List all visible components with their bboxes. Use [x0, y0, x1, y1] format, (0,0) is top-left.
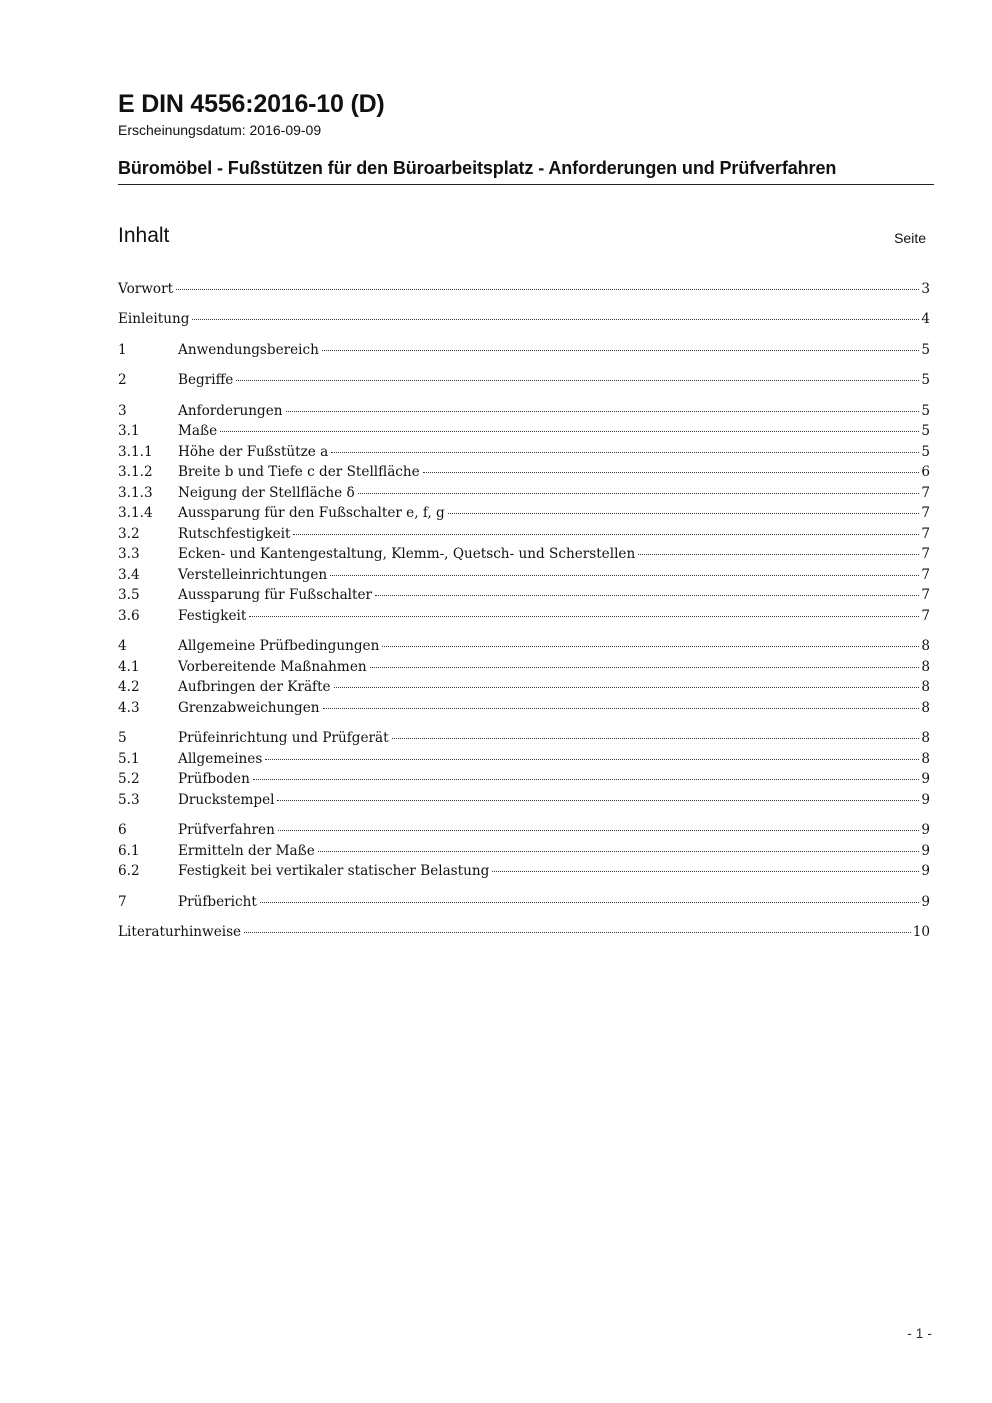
toc-entry-number: 3.1.4 — [118, 505, 153, 521]
toc-entry-number: 4.2 — [118, 679, 140, 695]
toc-dot-leader — [176, 289, 919, 290]
toc-dot-leader — [358, 493, 920, 494]
toc-entry[interactable] — [118, 279, 930, 299]
toc-entry-page: 7 — [921, 608, 930, 624]
toc-entry-page: 9 — [921, 822, 930, 838]
toc-entry-page: 9 — [921, 843, 930, 859]
toc-entry-title: Breite b und Tiefe c der Stellfläche — [178, 464, 420, 480]
toc-entry[interactable] — [118, 370, 930, 390]
toc-dot-leader — [322, 350, 919, 351]
toc-entry-number: 3.1.2 — [118, 464, 153, 480]
toc-entry[interactable] — [118, 483, 930, 503]
toc-entry-number: 3.1 — [118, 423, 140, 439]
toc-entry-title: Verstelleinrichtungen — [178, 567, 328, 583]
toc-entry[interactable] — [118, 340, 930, 360]
toc-entry[interactable] — [118, 524, 930, 544]
toc-dot-leader — [253, 779, 920, 780]
toc-entry[interactable] — [118, 565, 930, 585]
toc-dot-leader — [331, 452, 919, 453]
toc-entry-page: 7 — [921, 485, 930, 501]
toc-entry-title: Druckstempel — [178, 792, 275, 808]
toc-entry-title: Prüfboden — [178, 771, 250, 787]
toc-entry-title: Aufbringen der Kräfte — [178, 679, 331, 695]
toc-entry[interactable] — [118, 922, 930, 942]
toc-dot-leader — [330, 575, 919, 576]
toc-entry-number: 4.1 — [118, 659, 140, 675]
toc-entry-page: 7 — [921, 546, 930, 562]
toc-entry-page: 9 — [921, 863, 930, 879]
toc-entry-page: 5 — [921, 372, 930, 388]
toc-entry-title: Vorbereitende Maßnahmen — [178, 659, 367, 675]
toc-dot-leader — [278, 830, 920, 831]
toc-entry-title: Prüfeinrichtung und Prüfgerät — [178, 730, 389, 746]
toc-entry[interactable] — [118, 728, 930, 748]
toc-entry-title: Begriffe — [178, 372, 234, 388]
toc-entry-number: 4 — [118, 638, 127, 654]
toc-heading: Inhalt — [118, 224, 170, 247]
toc-entry-title: Aussparung für Fußschalter — [178, 587, 373, 603]
toc-entry-page: 8 — [921, 700, 930, 716]
toc-entry-number: 6.2 — [118, 863, 140, 879]
toc-entry-page: 3 — [921, 281, 930, 297]
toc-entry[interactable] — [118, 892, 930, 912]
toc-entry-page: 7 — [921, 526, 930, 542]
toc-dot-leader — [392, 738, 920, 739]
toc-dot-leader — [244, 932, 911, 933]
toc-entry-title: Literaturhinweise — [118, 924, 242, 940]
toc-entry-page: 8 — [921, 659, 930, 675]
toc-dot-leader — [323, 708, 920, 709]
toc-entry-title: Neigung der Stellfläche δ — [178, 485, 355, 501]
toc-entry[interactable] — [118, 606, 930, 626]
toc-dot-leader — [382, 646, 919, 647]
toc-entry-page: 5 — [921, 403, 930, 419]
toc-dot-leader — [370, 667, 920, 668]
toc-entry-number: 3.5 — [118, 587, 140, 603]
toc-dot-leader — [260, 902, 919, 903]
toc-entry-page: 7 — [921, 567, 930, 583]
toc-dot-leader — [375, 595, 919, 596]
toc-entry[interactable] — [118, 790, 930, 810]
toc-entry[interactable] — [118, 401, 930, 421]
toc-entry-title: Prüfverfahren — [178, 822, 275, 838]
toc-entry-page: 7 — [921, 587, 930, 603]
toc-entry-title: Allgemeine Prüfbedingungen — [178, 638, 380, 654]
toc-entry[interactable] — [118, 769, 930, 789]
document-title: Büromöbel - Fußstützen für den Büroarbeitsplatz - Anforderungen und Prüfverfahren — [118, 158, 934, 185]
toc-entry[interactable] — [118, 442, 930, 462]
toc-entry-title: Vorwort — [118, 281, 174, 297]
toc-entry-page: 8 — [921, 751, 930, 767]
toc-entry-page: 6 — [921, 464, 930, 480]
toc-entry-number: 1 — [118, 342, 127, 358]
toc-entry[interactable] — [118, 749, 930, 769]
footer-page-number: - 1 - — [907, 1325, 932, 1341]
toc-entry-number: 4.3 — [118, 700, 140, 716]
toc-entry-page: 4 — [921, 311, 930, 327]
toc-entry[interactable] — [118, 585, 930, 605]
toc-entry[interactable] — [118, 544, 930, 564]
toc-entry-title: Rutschfestigkeit — [178, 526, 291, 542]
toc-entry[interactable] — [118, 841, 930, 861]
toc-dot-leader — [277, 800, 919, 801]
document-id: E DIN 4556:2016-10 (D) — [118, 90, 385, 118]
toc-entry-title: Grenzabweichungen — [178, 700, 320, 716]
toc-dot-leader — [334, 687, 920, 688]
toc-entry[interactable] — [118, 421, 930, 441]
toc-entry-page: 10 — [912, 924, 930, 940]
toc-entry[interactable] — [118, 636, 930, 656]
toc-dot-leader — [318, 851, 920, 852]
toc-entry-title: Höhe der Fußstütze a — [178, 444, 329, 460]
toc-dot-leader — [423, 472, 920, 473]
toc-entry-page: 9 — [921, 771, 930, 787]
toc-entry[interactable] — [118, 820, 930, 840]
toc-entry[interactable] — [118, 462, 930, 482]
toc-entry-number: 2 — [118, 372, 127, 388]
toc-dot-leader — [638, 554, 919, 555]
toc-entry-title: Maße — [178, 423, 218, 439]
toc-entry-page: 7 — [921, 505, 930, 521]
toc-entry-number: 3.1.1 — [118, 444, 153, 460]
toc-dot-leader — [293, 534, 919, 535]
toc-entry-title: Aussparung für den Fußschalter e, f, g — [178, 505, 445, 521]
toc-entry-number: 3.2 — [118, 526, 140, 542]
toc-entry-title: Festigkeit — [178, 608, 247, 624]
toc-entry-number: 6.1 — [118, 843, 140, 859]
toc-dot-leader — [192, 319, 919, 320]
toc-entry-number: 3.4 — [118, 567, 140, 583]
toc-entry-title: Ecken- und Kantengestaltung, Klemm-, Quetsch- und Scherstellen — [178, 546, 636, 562]
toc-entry-number: 5 — [118, 730, 127, 746]
toc-dot-leader — [448, 513, 920, 514]
toc-entry-page: 5 — [921, 444, 930, 460]
toc-entry-number: 3.1.3 — [118, 485, 153, 501]
toc-dot-leader — [492, 871, 919, 872]
toc-entry-page: 8 — [921, 638, 930, 654]
toc-entry-page: 9 — [921, 792, 930, 808]
toc-entry-number: 3 — [118, 403, 127, 419]
toc-dot-leader — [220, 431, 919, 432]
toc-entry[interactable] — [118, 677, 930, 697]
toc-entry[interactable] — [118, 698, 930, 718]
toc-entry[interactable] — [118, 309, 930, 329]
toc-entry-number: 5.1 — [118, 751, 140, 767]
toc-entry-number: 3.6 — [118, 608, 140, 624]
toc-entry-number: 7 — [118, 894, 127, 910]
toc-entry-title: Allgemeines — [178, 751, 263, 767]
toc-entry-title: Ermitteln der Maße — [178, 843, 315, 859]
toc-entry-title: Anforderungen — [178, 403, 283, 419]
toc-dot-leader — [286, 411, 920, 412]
toc-entry[interactable] — [118, 657, 930, 677]
toc-entry-number: 5.3 — [118, 792, 140, 808]
toc-entry-title: Prüfbericht — [178, 894, 257, 910]
toc-entry-title: Festigkeit bei vertikaler statischer Belastung — [178, 863, 490, 879]
toc-entry-page: 8 — [921, 730, 930, 746]
toc-entry-page: 9 — [921, 894, 930, 910]
toc-entry-number: 3.3 — [118, 546, 140, 562]
toc-entry-title: Anwendungsbereich — [178, 342, 319, 358]
toc-entry-page: 8 — [921, 679, 930, 695]
toc-page-column-label: Seite — [894, 230, 926, 246]
toc-dot-leader — [236, 380, 919, 381]
toc-entry-title: Einleitung — [118, 311, 190, 327]
toc-entry-number: 6 — [118, 822, 127, 838]
toc-entry-page: 5 — [921, 342, 930, 358]
toc-entry-page: 5 — [921, 423, 930, 439]
toc-dot-leader — [265, 759, 919, 760]
toc-dot-leader — [249, 616, 919, 617]
toc-entry-number: 5.2 — [118, 771, 140, 787]
publication-date: Erscheinungsdatum: 2016-09-09 — [118, 122, 322, 138]
toc-entry[interactable] — [118, 861, 930, 881]
toc-entry[interactable] — [118, 503, 930, 523]
